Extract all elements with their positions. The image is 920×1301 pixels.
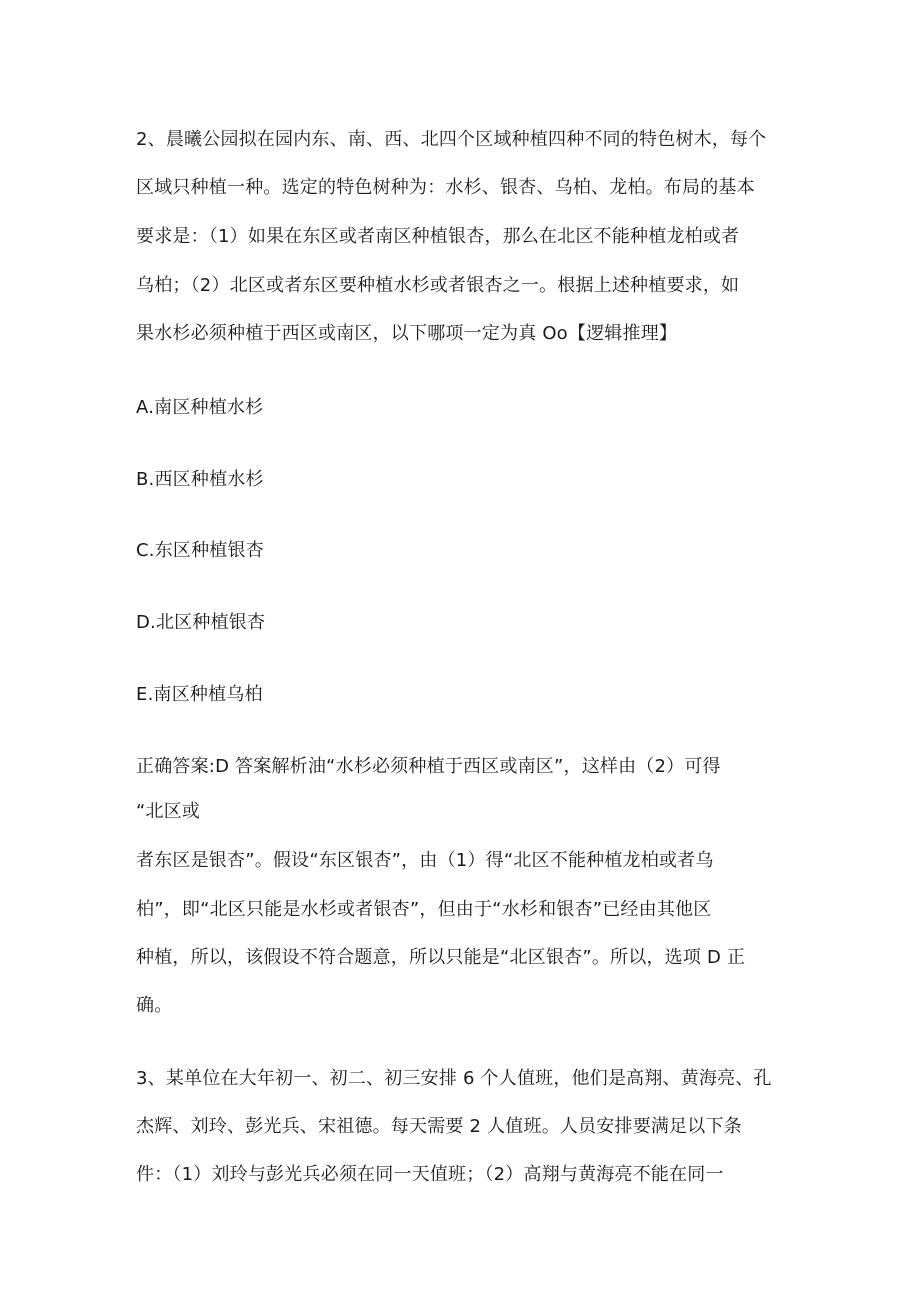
answer-line-5: 种植，所以，该假设不符合题意，所以只能是“北区银杏”。所以，选项 D 正: [136, 947, 746, 968]
question-2-stem-line-1: 2、晨曦公园拟在园内东、南、西、北四个区域种植四种不同的特色树木，每个: [136, 129, 767, 150]
answer-line-1: 正确答案:D 答案解析油“水杉必须种植于西区或南区”，这样由（2）可得: [136, 756, 721, 777]
option-b: B.西区种植水杉: [136, 469, 264, 490]
question-2-stem-line-5: 果水杉必须种植于西区或南区，以下哪项一定为真 Oo【逻辑推理】: [136, 323, 678, 344]
question-2-stem-line-4: 乌柏；（2）北区或者东区要种植水杉或者银杏之一。根据上述种植要求，如: [136, 275, 740, 296]
question-2-stem-line-3: 要求是：（1）如果在东区或者南区种植银杏，那么在北区不能种植龙柏或者: [136, 226, 740, 247]
answer-line-2: “北区或: [136, 801, 201, 822]
option-a: A.南区种植水杉: [136, 397, 264, 418]
question-3-stem-line-3: 件：（1）刘玲与彭光兵必须在同一天值班；（2）高翔与黄海亮不能在同一: [136, 1164, 724, 1185]
option-e: E.南区种植乌柏: [136, 684, 263, 705]
option-c: C.东区种植银杏: [136, 540, 264, 561]
answer-line-3: 者东区是银杏”。假设“东区银杏”，由（1）得“北区不能种植龙柏或者乌: [136, 850, 714, 871]
question-3-stem-line-1: 3、某单位在大年初一、初二、初三安排 6 个人值班，他们是高翔、黄海亮、孔: [136, 1068, 772, 1089]
option-d: D.北区种植银杏: [136, 612, 266, 633]
answer-line-6: 确。: [136, 995, 173, 1016]
question-2-stem-line-2: 区域只种植一种。选定的特色树种为：水杉、银杏、乌柏、龙柏。布局的基本: [136, 177, 755, 198]
answer-line-4: 柏”，即“北区只能是水杉或者银杏”，但由于“水杉和银杏”已经由其他区: [136, 899, 712, 920]
question-3-stem-line-2: 杰辉、刘玲、彭光兵、宋祖德。每天需要 2 人值班。人员安排要满足以下条: [136, 1116, 742, 1137]
